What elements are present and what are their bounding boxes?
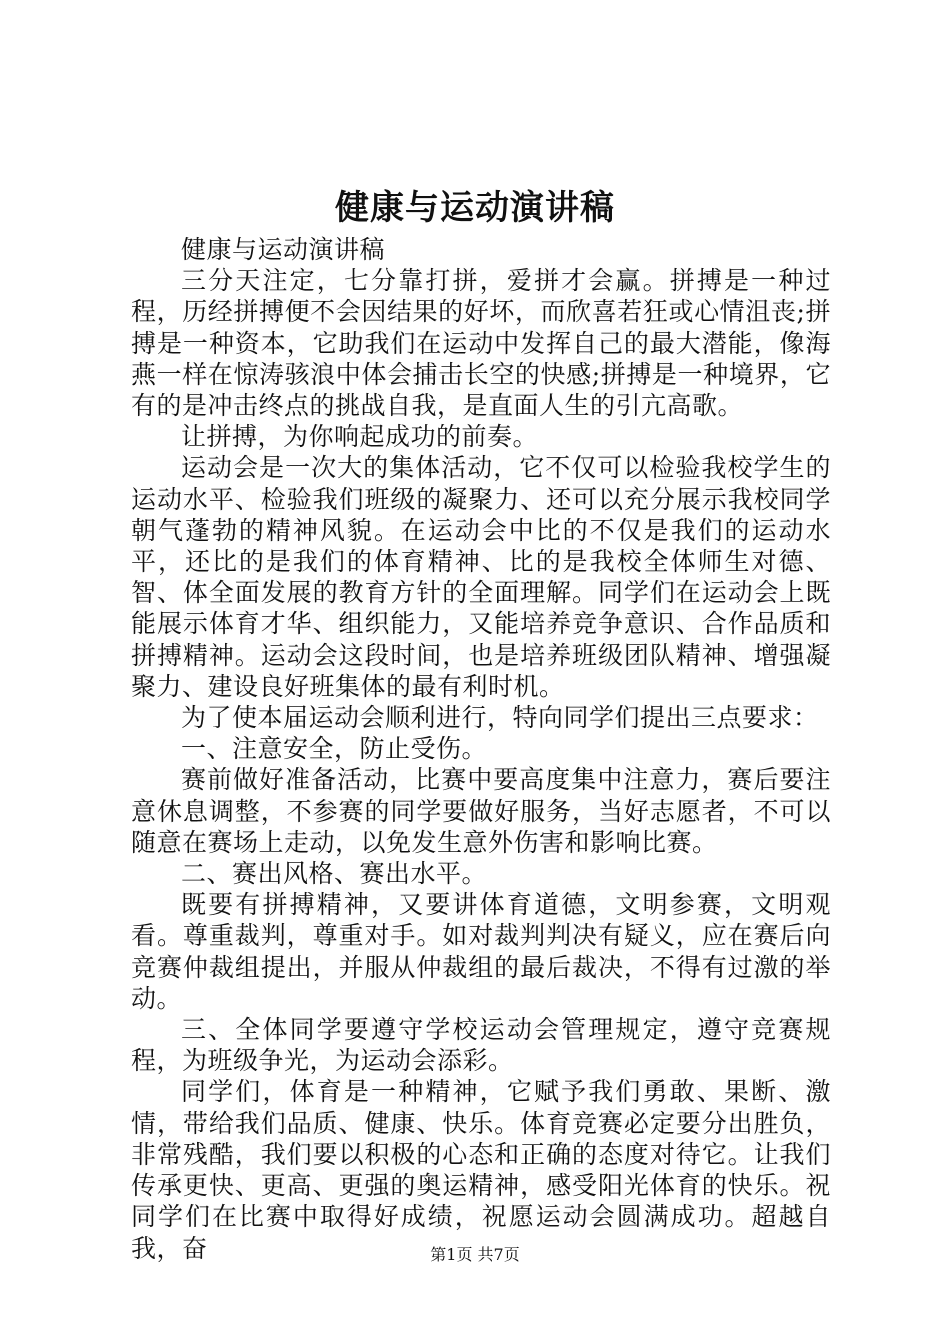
paragraph: 健康与运动演讲稿	[181, 235, 386, 264]
document-title: 健康与运动演讲稿	[335, 188, 615, 228]
paragraph: 为了使本届运动会顺利进行，特向同学们提出三点要求：	[181, 703, 819, 733]
paragraph: 运动会是一次大的集体活动，它不仅可以检验我校学生的运动水平、检验我们班级的凝聚力、还可以充分展示我校同学朝气蓬勃的精神风貌。在运动会中比的不仅是我们的运动水平，还比的是我们的体育精神、比的是我校全体师生对德、智、体全面发展的教育方针的全面理解。同学们在运动会上既能展示体育才华、组织能力，又能培养竞争意识、合作品质和拼搏精神。运动会这段时间，也是培养班级团队精神、增强凝聚力、建设良好班集体的最有利时机。	[131, 453, 831, 701]
paragraph: 二、赛出风格、赛出水平。	[181, 859, 488, 889]
document-body	[131, 234, 831, 1264]
paragraph: 赛前做好准备活动，比赛中要高度集中注意力，赛后要注意休息调整，不参赛的同学要做好服务，当好志愿者，不可以随意在赛场上走动，以免发生意外伤害和影响比赛。	[131, 765, 831, 857]
paragraph: 既要有拼搏精神，又要讲体育道德，文明参赛，文明观看。尊重裁判，尊重对手。如对裁判判决有疑义，应在赛后向竞赛仲裁组提出，并服从仲裁组的最后裁决，不得有过激的举动。	[131, 890, 831, 1013]
paragraph: 一、注意安全，防止受伤。	[181, 734, 488, 764]
paragraph: 让拼搏，为你响起成功的前奏。	[181, 422, 539, 452]
paragraph: 三、全体同学要遵守学校运动会管理规定，遵守竞赛规程，为班级争光，为运动会添彩。	[131, 1015, 831, 1076]
paragraph: 同学们，体育是一种精神，它赋予我们勇敢、果断、激情，带给我们品质、健康、快乐。体育竞赛必定要分出胜负，非常残酷，我们要以积极的心态和正确的态度对待它。让我们传承更快、更高、更强的奥运精神，感受阳光体育的快乐。祝同学们在比赛中取得好成绩，祝愿运动会圆满成功。超越自我，奋	[131, 1077, 831, 1263]
page-footer: 第1页 共7页	[430, 1245, 520, 1264]
paragraph: 三分天注定，七分靠打拼，爱拼才会赢。拼搏是一种过程，历经拼搏便不会因结果的好坏，而欣喜若狂或心情沮丧;拼搏是一种资本，它助我们在运动中发挥自己的最大潜能，像海燕一样在惊涛骇浪中体会捕击长空的快感;拼搏是一种境界，它有的是冲击终点的挑战自我，是直面人生的引亢高歌。	[131, 266, 831, 421]
